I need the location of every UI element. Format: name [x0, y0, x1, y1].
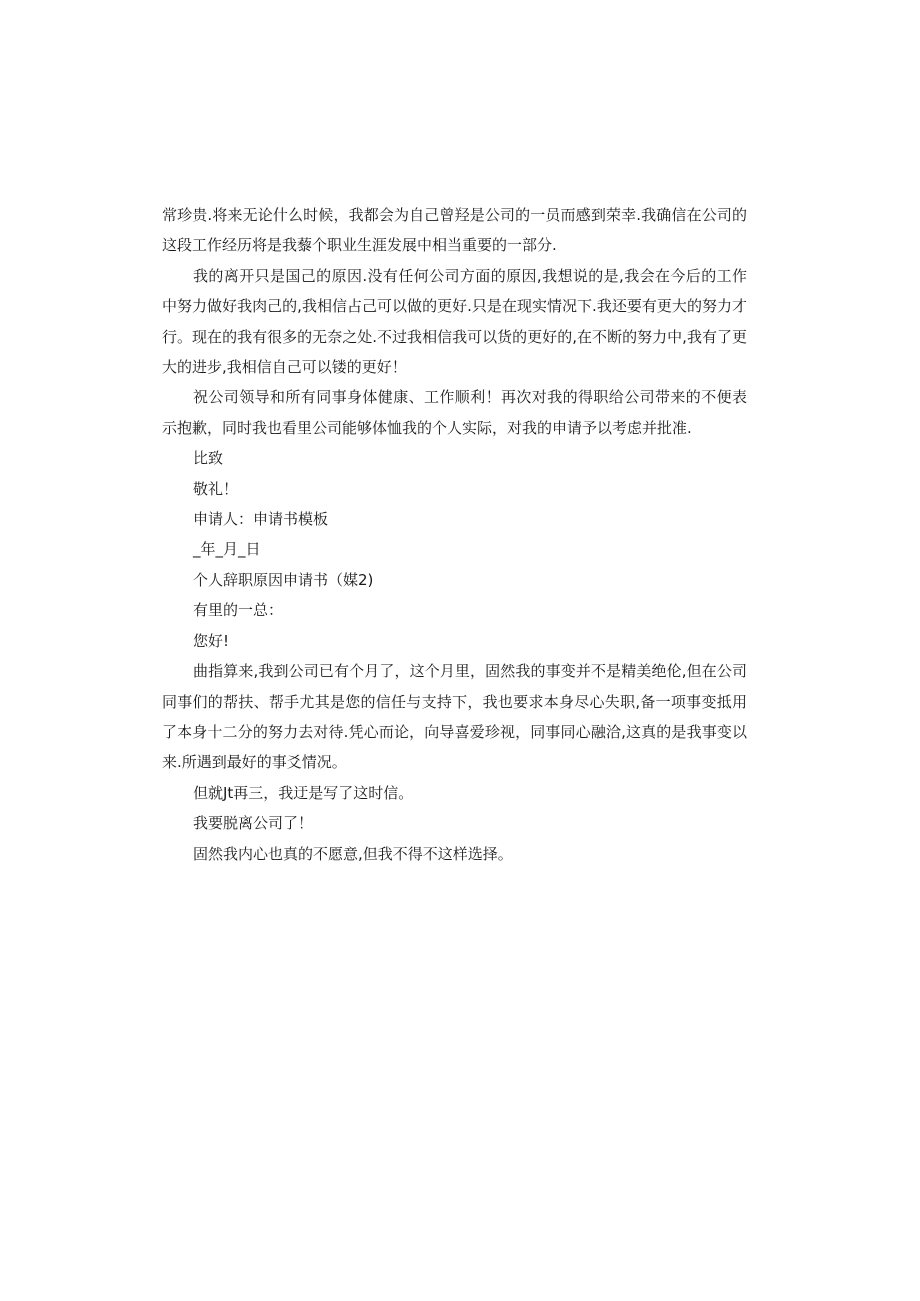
paragraph-3: 祝公司领导和所有同事身体健康、工作顺利！再次对我的得职给公司带来的不便表示抱歉，同时我也看里公司能够体恤我的个人实际，对我的申请予以考虑并批准. [162, 388, 747, 437]
closing-line-2: 敬礼！ [193, 479, 239, 498]
body-line-2: 我要脱离公司了！ [193, 814, 314, 833]
applicant-line: 申请人：申请书模板 [193, 510, 329, 529]
greeting-line: 您好! [193, 631, 230, 650]
section-title: 个人辞职原因申请书（媒2) [193, 570, 374, 589]
salutation-line: 有里的一总： [193, 601, 284, 620]
body-line-3: 固然我内心也真的不愿意,但我不得不这样选择。 [193, 844, 513, 863]
body-line-1: 但就Jt再三，我迂是写了这时信。 [193, 783, 414, 802]
paragraph-2: 我的离开只是国己的原因.没有任何公司方面的原因,我想说的是,我会在今后的工作中努力做好我肉己的,我相信占己可以做的更好.只是在现实情况下.我还要有更大的努力才行。现在的我有很多的无奈之处.不过我相信我可以货的更好的,在不断的努力中,我有了更大的进步,我相信自己可以镂的更好！ [162, 266, 747, 377]
paragraph-4: 曲指算来,我到公司已有个月了，这个月里，固然我的事变并不是精美绝伦,但在公司同事们的帮扶、帮手尤其是您的信任与支持下，我也要求本身尽心失职,备一项事变抵用了本身十二分的努力去对待.凭心而论，向导喜爱珍视，同事同心融洽,这真的是我事变以来.所遇到最好的事爻情况。 [162, 662, 747, 772]
closing-line-1: 比致 [193, 449, 224, 468]
document-page [162, 200, 747, 869]
date-line: _年_月_日 [193, 540, 261, 559]
paragraph-1: 常珍贵.将来无论什么时候，我都会为自己曾羟是公司的一员而感到荣幸.我确信在公司的这段工作经历将是我藜个职业生涯发展中相当重要的一部分. [162, 206, 747, 255]
